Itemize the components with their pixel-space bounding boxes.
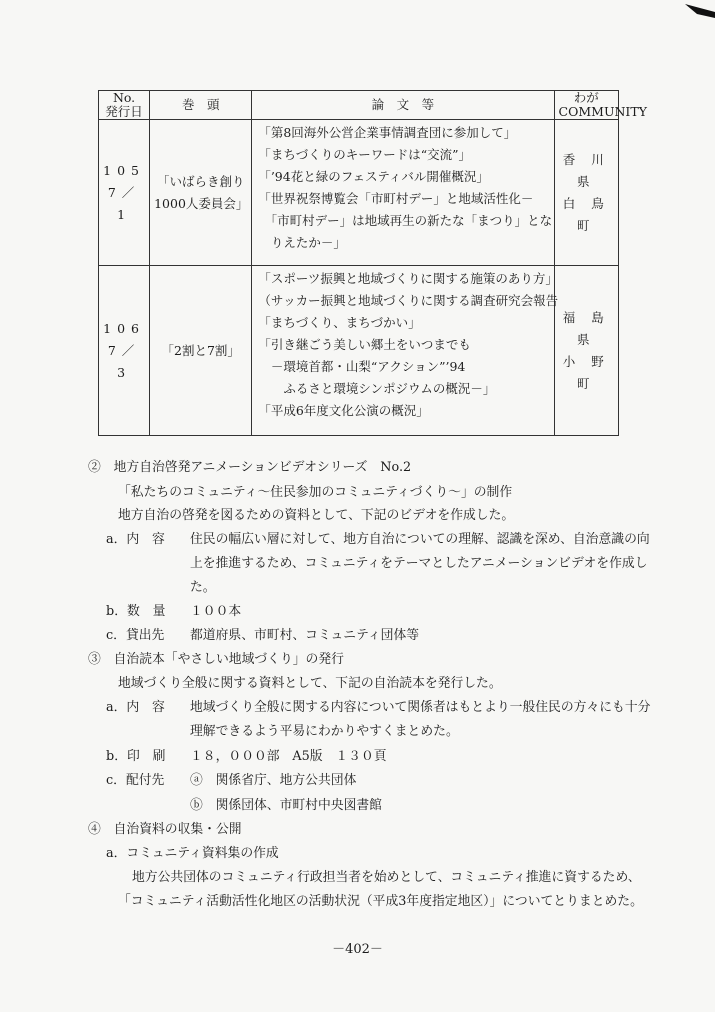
header-community bbox=[554, 90, 647, 120]
header-community-label: COMMUNITY bbox=[558, 104, 647, 119]
kantou-cell bbox=[150, 266, 252, 436]
header-kantou: 巻 頭 bbox=[150, 91, 252, 120]
section3-b-text: １８，０００部 A5版 １３０頁 bbox=[190, 749, 387, 764]
issue-number: 106 bbox=[103, 320, 145, 336]
section2-heading: ② 地方自治啓発アニメーションビデオシリーズ No.2 bbox=[88, 460, 412, 475]
header-waga: わが bbox=[573, 90, 599, 105]
section2-b-text: １００本 bbox=[190, 604, 242, 619]
issue-cell bbox=[99, 266, 150, 436]
paper-line: 「第8回海外公営企業事情調査団に参加して」 bbox=[258, 125, 517, 140]
page-number: －402－ bbox=[332, 942, 383, 957]
community-cell bbox=[554, 266, 618, 436]
table-row bbox=[99, 120, 619, 266]
community-town: 白 鳥 町 bbox=[562, 195, 610, 233]
section3-b-label: b．印 刷 bbox=[106, 749, 166, 764]
section2-intro: 地方自治の啓発を図るための資料として、下記のビデオを作成した。 bbox=[118, 508, 515, 523]
section2-subtitle: 「私たちのコミュニティ～住民参加のコミュニティづくり～」の制作 bbox=[118, 485, 513, 500]
community-cell bbox=[554, 120, 618, 266]
header-date: 発行日 bbox=[105, 104, 143, 119]
section3-heading: ③ 自治読本「やさしい地域づくり」の発行 bbox=[88, 652, 344, 667]
section2-b-label: b．数 量 bbox=[106, 604, 166, 619]
section3-a-text: 理解できるよう平易にわかりやすくまとめた。 bbox=[190, 724, 459, 739]
paper-line: 「スポーツ振興と地域づくりに関する施策のあり方」 bbox=[258, 271, 558, 286]
section3-c-label: c．配付先 bbox=[106, 773, 165, 788]
section3-c-item: ⓐ 関係省庁、地方公共団体 bbox=[190, 773, 357, 788]
section3-intro: 地域づくり全般に関する資料として、下記の自治読本を発行した。 bbox=[118, 676, 502, 691]
header-no-date bbox=[99, 91, 150, 120]
section2-c-label: c．貸出先 bbox=[106, 628, 165, 643]
paper-line: 「世界祝祭博覧会「市町村デー」と地域活性化－ bbox=[258, 191, 534, 206]
kantou-cell bbox=[150, 120, 252, 266]
paper-line: 「’94花と緑のフェスティバル開催概況」 bbox=[258, 169, 489, 184]
section2-a-label: a．内 容 bbox=[106, 532, 165, 547]
section4-heading: ④ 自治資料の収集・公開 bbox=[88, 822, 242, 837]
issue-cell bbox=[99, 120, 150, 266]
paper-line: 「まちづくり、まちづかい」 bbox=[258, 315, 421, 330]
section2-c-text: 都道府県、市町村、コミュニティ団体等 bbox=[190, 628, 420, 643]
section3-c-item: ⓑ 関係団体、市町村中央図書館 bbox=[190, 798, 382, 813]
issue-date: 7／1 bbox=[107, 184, 141, 222]
issues-table bbox=[98, 90, 647, 436]
paper-line: りえたか－」 bbox=[258, 235, 346, 250]
papers-cell bbox=[252, 120, 554, 266]
paper-line: （サッカー振興と地域づくりに関する調査研究会報告 bbox=[258, 293, 559, 308]
section4-text: 「コミュニティ活動活性化地区の活動状況（平成3年度指定地区）」についてとりまとめた。 bbox=[118, 894, 643, 909]
corner-mark bbox=[645, 0, 715, 40]
community-prefecture: 福 島 県 bbox=[562, 309, 610, 347]
section2-a-text: 住民の幅広い層に対して、地方自治についての理解、認識を深め、自治意識の向 bbox=[190, 532, 650, 547]
paper-line: 「平成6年度文化公演の概況」 bbox=[258, 403, 429, 418]
paper-line: 「市町村デー」は地域再生の新たな「まつり」とな bbox=[258, 213, 553, 228]
paper-line: 「まちづくりのキーワードは“交流”」 bbox=[258, 147, 471, 162]
issue-number: 105 bbox=[103, 162, 145, 178]
table-header-row bbox=[99, 91, 619, 120]
section3-a-text: 地域づくり全般に関する内容について関係者はもとより一般住民の方々にも十分 bbox=[190, 700, 651, 715]
section2-a-text: 上を推進するため、コミュニティをテーマとしたアニメーションビデオを作成し bbox=[190, 556, 648, 571]
paper-line: －環境首都・山梨“アクション”’94 bbox=[258, 359, 466, 374]
section2-a-text: た。 bbox=[190, 580, 216, 595]
kantou-line: 1000人委員会」 bbox=[154, 195, 249, 211]
community-prefecture: 香 川 県 bbox=[562, 151, 610, 189]
header-no: No. bbox=[112, 90, 136, 105]
header-papers: 論 文 等 bbox=[252, 91, 554, 120]
section4-sub: a．コミュニティ資料集の作成 bbox=[106, 846, 279, 861]
section4-text: 地方公共団体のコミュニティ行政担当者を始めとして、コミュニティ推進に資するため、 bbox=[132, 870, 641, 885]
table-row bbox=[99, 266, 619, 436]
papers-cell bbox=[252, 266, 559, 436]
community-town: 小 野 町 bbox=[562, 353, 610, 391]
issue-date: 7／3 bbox=[107, 342, 141, 380]
section3-a-label: a．内 容 bbox=[106, 700, 165, 715]
paper-line: ふるさと環境シンポジウムの概況－」 bbox=[258, 381, 496, 396]
paper-line: 「引き継ごう美しい郷土をいつまでも bbox=[258, 337, 471, 352]
kantou-line: 「いばらき創り bbox=[156, 173, 245, 189]
kantou-line: 「2割と7割」 bbox=[161, 342, 240, 358]
